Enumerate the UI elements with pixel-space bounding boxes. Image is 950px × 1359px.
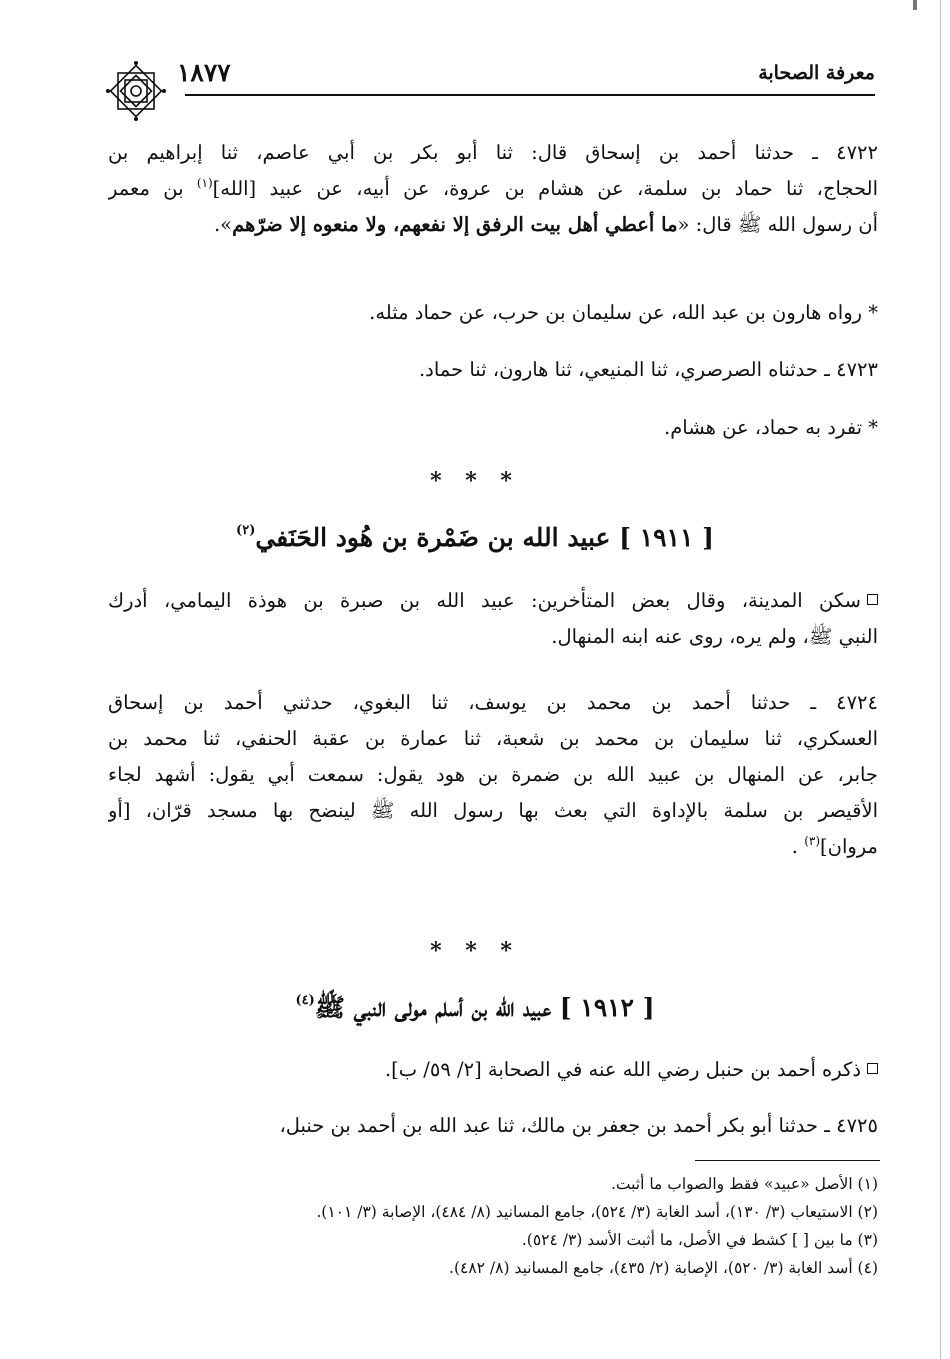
text-segment: أن رسول الله ﷺ قال: « [677, 213, 878, 236]
entry-heading-1912 [150, 992, 800, 1029]
footnote: (٢) الاستيعاب (٣/ ١٣٠)، أسد الغابة (٣/ ٥٢٤)، جامع المسانيد (٨/ ٤٨٤)، الإصابة (٣/ ١٠١). [316, 1203, 878, 1221]
entry-bio-1912 [108, 1052, 878, 1088]
text-segment: ». [213, 213, 233, 236]
text-line: جابر، عن المنهال بن عبيد الله بن ضمرة بن هود يقول: سمعت أبي يقول: أشهد لجاء [108, 763, 878, 786]
header-rule [185, 94, 875, 96]
text-segment: سكن المدينة، وقال بعض المتأخرين: عبيد الله بن صبرة بن هوذة اليمامي، أدرك [108, 589, 861, 612]
scan-mark [913, 0, 917, 10]
page-edge-line [940, 0, 941, 1359]
text-segment: ذكره أحمد بن حنبل رضي الله عنه في الصحابة [٢/ ٥٩/ ب]. [384, 1058, 861, 1081]
footnote: (٣) ما بين [ ] كشط في الأصل، ما أثبت الأسد (٣/ ٥٢٤). [521, 1231, 878, 1249]
text-segment: مروان] [820, 835, 878, 858]
text-line: ٤٧٢٣ ـ حدثناه الصرصري، ثنا المنيعي، ثنا هارون، ثنا حماد. [418, 358, 878, 381]
square-bullet-icon [867, 594, 878, 605]
footnote-ref: (٣) [804, 834, 821, 848]
entry-title: [ ١٩١٢ ] عبيد الله بن أسلم مولى النبي ﷺ [314, 993, 655, 1022]
text-line [108, 207, 878, 243]
text-line [108, 1052, 878, 1088]
footnote-ref: (٤) [295, 993, 315, 1008]
text-line: العسكري، ثنا سليمان بن محمد بن شعبة، ثنا عمارة بن عقبة الحنفي، ثنا محمد بن [108, 727, 878, 750]
hadith-4724 [108, 685, 878, 865]
prophetic-saying: ما أعطي أهل بيت الرفق إلا نفعهم، ولا منعوه إلا ضرّهم [232, 213, 678, 236]
footnote-rule [695, 1160, 880, 1161]
entry-bio-1911 [108, 583, 878, 655]
page-number: ١٨٧٧ [177, 58, 231, 87]
text-line [108, 829, 878, 865]
page-header [105, 52, 875, 112]
section-separator: * * * [430, 938, 520, 964]
running-title: معرفة الصحابة [758, 62, 875, 84]
text-segment: بن معمر [108, 177, 184, 200]
text-line: ٤٧٢٢ ـ حدثنا أحمد بن إسحاق قال: ثنا أبو بكر بن أبي عاصم، ثنا إبراهيم بن [108, 141, 878, 164]
entry-heading-1911 [150, 523, 800, 552]
hadith-4723 [108, 352, 878, 388]
square-bullet-icon [867, 1063, 878, 1074]
section-separator: * * * [430, 468, 520, 494]
footnotes [108, 1170, 878, 1282]
footnote-ref: (٢) [236, 523, 256, 538]
footnote: (١) الأصل «عبيد» فقط والصواب ما أثبت. [610, 1175, 878, 1193]
text-line: الأقيصر بن سلمة بالإداوة التي بعث بها رسول الله ﷺ لينضح بها مسجد قرّان، [أو [108, 799, 878, 822]
text-segment: . [791, 835, 805, 858]
text-line [108, 583, 878, 619]
ornament-star-icon [105, 60, 167, 122]
entry-title: [ ١٩١١ ] عبيد الله بن ضَمْرة بن هُود الحَنَفي [255, 523, 714, 552]
text-line: * تفرد به حماد، عن هشام. [664, 416, 878, 439]
text-line [108, 171, 878, 207]
hadith-4725 [108, 1108, 878, 1144]
text-line: * رواه هارون بن عبد الله، عن سليمان بن حرب، عن حماد مثله. [369, 301, 878, 324]
text-line: ٤٧٢٥ ـ حدثنا أبو بكر أحمد بن جعفر بن مالك، ثنا عبد الله بن أحمد بن حنبل، [279, 1114, 878, 1137]
hadith-4722 [108, 135, 878, 243]
footnote-ref: (١) [196, 176, 213, 190]
text-line: النبي ﷺ، ولم يره، روى عنه ابنه المنهال. [551, 625, 878, 648]
text-line: ٤٧٢٤ ـ حدثنا أحمد بن محمد بن يوسف، ثنا البغوي، حدثني أحمد بن إسحاق [108, 691, 878, 714]
note-paragraph [108, 410, 878, 446]
text-segment: الحجاج، ثنا حماد بن سلمة، عن هشام بن عروة، عن أبيه، عن عبيد [الله] [212, 177, 878, 200]
note-paragraph [108, 295, 878, 331]
footnote: (٤) أسد الغابة (٣/ ٥٢٠)، الإصابة (٢/ ٤٣٥)، جامع المسانيد (٨/ ٤٨٢). [449, 1259, 878, 1277]
